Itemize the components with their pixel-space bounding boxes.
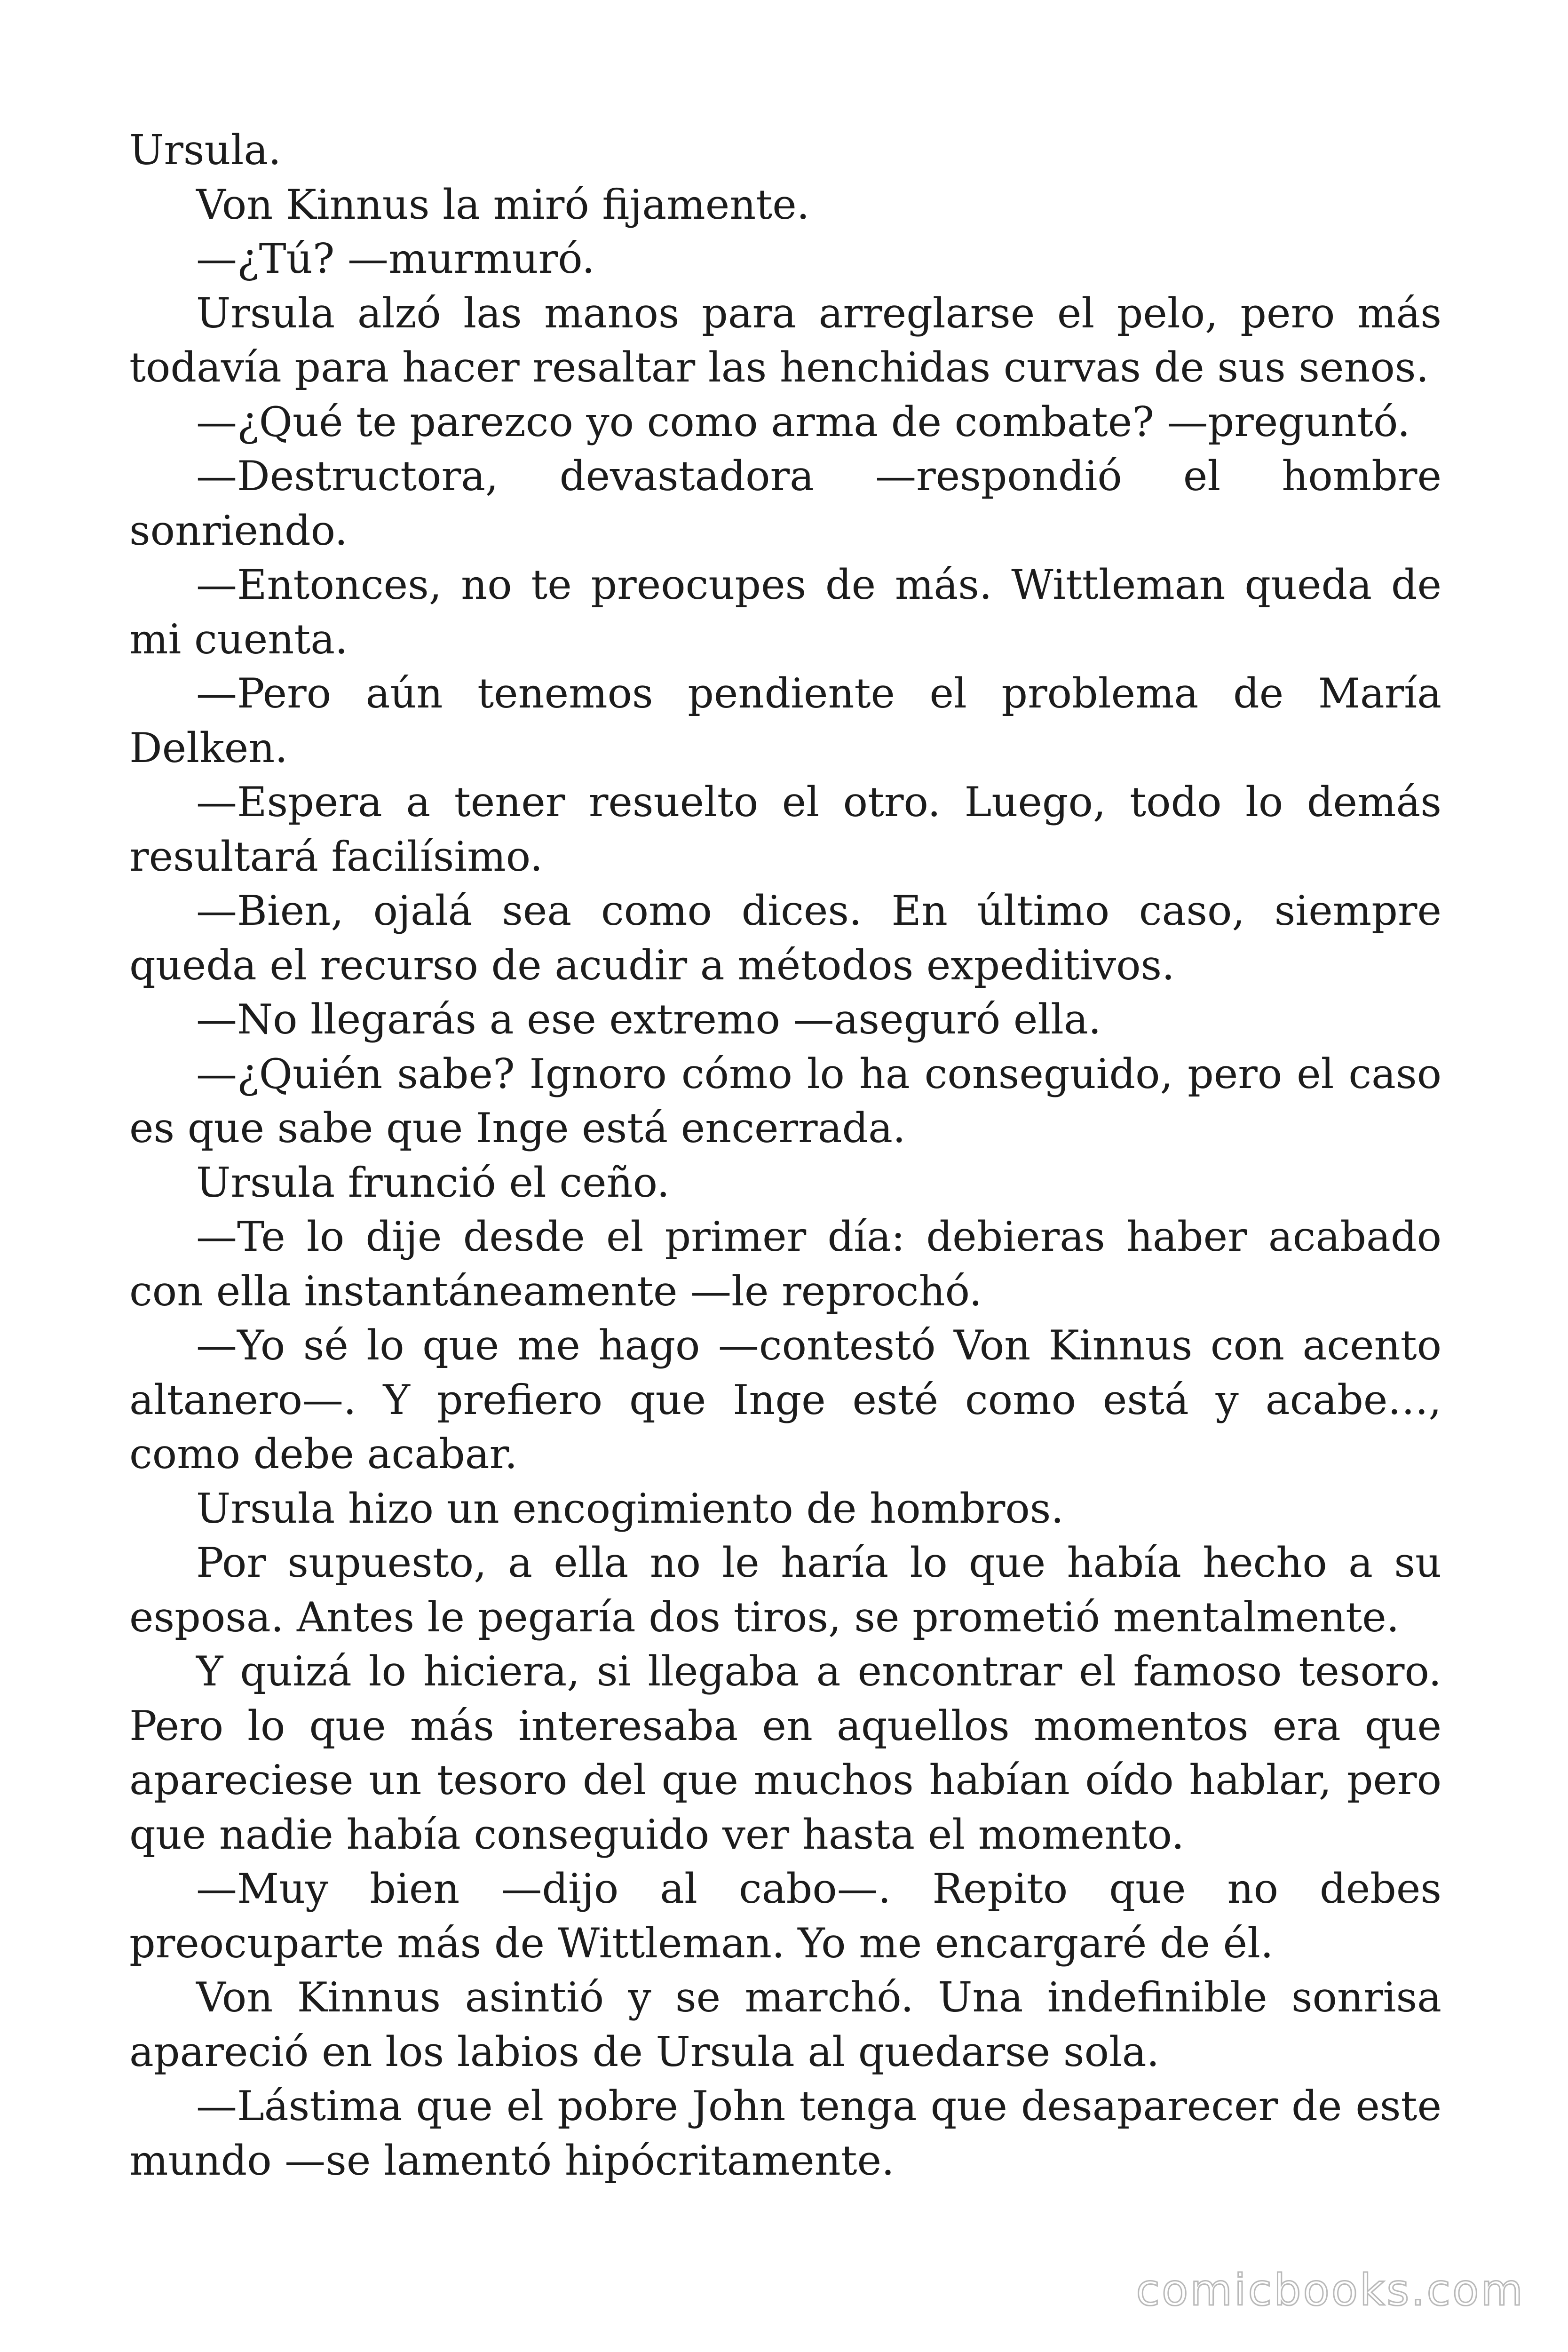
paragraph-13: Ursula frunció el ceño. xyxy=(196,1158,670,1207)
paragraph-7: —Entonces, no te preocupes de más. Wittleman queda de mi cuenta. xyxy=(129,561,1441,663)
paragraph-5: —¿Qué te parezco yo como arma de combate? —preguntó. xyxy=(196,397,1410,446)
paragraph-18: Y quizá lo hiciera, si llegaba a encontrar el famoso tesoro. Pero lo que más interesaba en aquellos momentos era que apareciese un tesoro del que muchos habían oído hablar, pero que nadie había conseguido ver hasta el momento. xyxy=(129,1647,1441,1859)
paragraph-19: —Muy bien —dijo al cabo—. Repito que no debes preocuparte más de Wittleman. Yo me encargaré de él. xyxy=(129,1865,1441,1967)
page-text xyxy=(129,123,1441,2188)
paragraph-10: —Bien, ojalá sea como dices. En último caso, siempre queda el recurso de acudir a métodos expeditivos. xyxy=(129,887,1441,989)
watermark: comicbooks.com xyxy=(1136,2265,1525,2315)
paragraph-17: Por supuesto, a ella no le haría lo que había hecho a su esposa. Antes le pegaría dos tiros, se prometió mentalmente. xyxy=(129,1539,1441,1641)
paragraph-20: Von Kinnus asintió y se marchó. Una indefinible sonrisa apareció en los labios de Ursula al quedarse sola. xyxy=(129,1973,1441,2076)
paragraph-6: —Destructora, devastadora —respondió el hombre sonriendo. xyxy=(129,452,1441,555)
paragraph-12: —¿Quién sabe? Ignoro cómo lo ha conseguido, pero el caso es que sabe que Inge está encerrada. xyxy=(129,1049,1441,1152)
paragraph-21: —Lástima que el pobre John tenga que desaparecer de este mundo —se lamentó hipócritamente. xyxy=(129,2082,1441,2185)
paragraph-1: Ursula. xyxy=(129,126,281,174)
paragraph-15: —Yo sé lo que me hago —contestó Von Kinnus con acento altanero—. Y prefiero que Inge esté como está y acabe…, como debe acabar. xyxy=(129,1321,1441,1478)
paragraph-4: Ursula alzó las manos para arreglarse el pelo, pero más todavía para hacer resaltar las henchidas curvas de sus senos. xyxy=(129,289,1441,391)
paragraph-9: —Espera a tener resuelto el otro. Luego, todo lo demás resultará facilísimo. xyxy=(129,778,1441,881)
paragraph-8: —Pero aún tenemos pendiente el problema de María Delken. xyxy=(129,669,1441,772)
paragraph-2: Von Kinnus la miró fijamente. xyxy=(196,180,810,229)
paragraph-3: —¿Tú? —murmuró. xyxy=(196,235,595,283)
paragraph-16: Ursula hizo un encogimiento de hombros. xyxy=(196,1484,1064,1533)
paragraph-14: —Te lo dije desde el primer día: debieras haber acabado con ella instantáneamente —le reprochó. xyxy=(129,1213,1441,1315)
paragraph-11: —No llegarás a ese extremo —aseguró ella. xyxy=(196,995,1101,1043)
